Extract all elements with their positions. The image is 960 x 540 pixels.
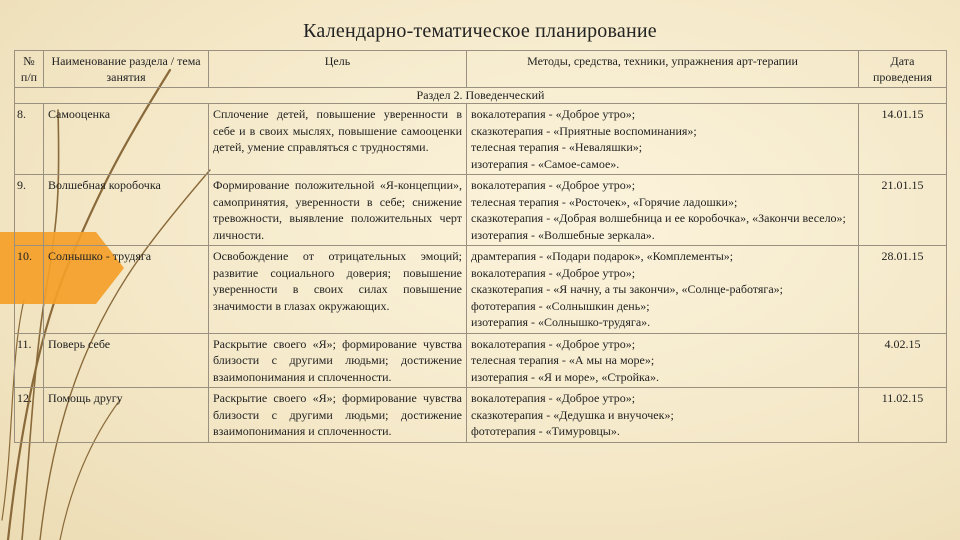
- page-title: Календарно-тематическое планирование: [303, 20, 657, 42]
- method-item: изотерапия - «Самое-самое».: [471, 156, 620, 171]
- planning-table: [14, 50, 947, 443]
- row-topic: Солнышко - трудяга: [44, 246, 209, 334]
- header-name: Наименование раздела / тема занятия: [44, 51, 209, 88]
- header-num: № п/п: [15, 51, 44, 88]
- method-item: драмтерапия - «Подари подарок», «Комплементы»;: [471, 249, 734, 263]
- row-topic: Самооценка: [44, 104, 209, 175]
- method-item: изотерапия - «Солнышко-трудяга».: [471, 315, 651, 329]
- row-number: 8.: [15, 104, 44, 175]
- method-item: телесная терапия - «Росточек», «Горячие ладошки»;: [471, 194, 738, 209]
- row-number: 11.: [15, 333, 44, 388]
- row-methods: [467, 246, 859, 334]
- method-item: изотерапия - «Я и море», «Стройка».: [471, 369, 660, 384]
- row-goal: Сплочение детей, повышение уверенности в себе и в своих мыслях, повышение самооценки детей, умение справляться с трудностями.: [209, 104, 467, 175]
- table-row: [15, 333, 947, 388]
- row-number: 9.: [15, 175, 44, 246]
- table-row: [15, 175, 947, 246]
- row-goal: Раскрытие своего «Я»; формирование чувства близости с другими людьми; достижение взаимопонимания и сплоченности.: [209, 388, 467, 443]
- row-date: 21.01.15: [859, 175, 947, 246]
- header-methods: Методы, средства, техники, упражнения арт-терапии: [467, 51, 859, 88]
- header-date: Дата проведения: [859, 51, 947, 88]
- method-item: изотерапия - «Волшебные зеркала».: [471, 227, 655, 242]
- row-goal: Освобождение от отрицательных эмоций; развитие социального доверия; повышение уверенности в своих силах повышение значимости в глазах окружающих.: [209, 246, 467, 334]
- method-item: вокалотерапия - «Доброе утро»;: [471, 336, 636, 351]
- row-date: 11.02.15: [859, 388, 947, 443]
- row-topic: Поверь себе: [44, 333, 209, 388]
- row-date: 14.01.15: [859, 104, 947, 175]
- row-date: 28.01.15: [859, 246, 947, 334]
- row-topic: Волшебная коробочка: [44, 175, 209, 246]
- row-number: 10.: [15, 246, 44, 334]
- method-item: вокалотерапия - «Доброе утро»;: [471, 265, 636, 280]
- row-goal: Раскрытие своего «Я»; формирование чувства близости с другими людьми; достижение взаимопонимания и сплоченности.: [209, 333, 467, 388]
- method-item: фототерапия - «Солнышкин день»;: [471, 298, 650, 313]
- method-item: вокалотерапия - «Доброе утро»;: [471, 107, 636, 121]
- method-item: сказкотерапия - «Я начну, а ты закончи», «Солнце-работяга»;: [471, 282, 783, 296]
- method-item: сказкотерапия - «Приятные воспоминания»;: [471, 123, 697, 138]
- table-row: [15, 246, 947, 334]
- row-methods: [467, 388, 859, 443]
- method-item: сказкотерапия - «Добрая волшебница и ее коробочка», «Закончи весело»;: [471, 211, 846, 225]
- row-methods: [467, 333, 859, 388]
- method-item: сказкотерапия - «Дедушка и внучочек»;: [471, 407, 674, 422]
- method-item: телесная терапия - «А мы на море»;: [471, 353, 655, 367]
- section-row: [15, 88, 947, 104]
- row-number: 12.: [15, 388, 44, 443]
- section-title: Раздел 2. Поведенческий: [15, 88, 947, 104]
- row-date: 4.02.15: [859, 333, 947, 388]
- row-goal: Формирование положительной «Я-концепции», самопринятия, уверенности в себе; снижение тревожности, выявление положительных черт личности.: [209, 175, 467, 246]
- method-item: фототерапия - «Тимуровцы».: [471, 424, 620, 438]
- header-goal: Цель: [209, 51, 467, 88]
- row-methods: [467, 104, 859, 175]
- header-row: [15, 51, 947, 88]
- method-item: вокалотерапия - «Доброе утро»;: [471, 178, 636, 192]
- method-item: вокалотерапия - «Доброе утро»;: [471, 391, 636, 405]
- table-row: [15, 388, 947, 443]
- table-row: [15, 104, 947, 175]
- row-topic: Помощь другу: [44, 388, 209, 443]
- row-methods: [467, 175, 859, 246]
- method-item: телесная терапия - «Неваляшки»;: [471, 140, 643, 154]
